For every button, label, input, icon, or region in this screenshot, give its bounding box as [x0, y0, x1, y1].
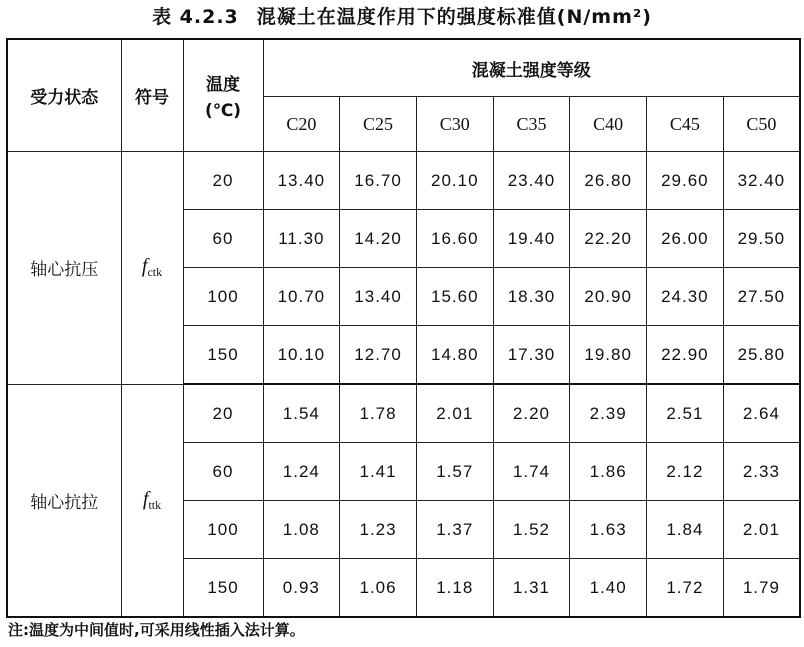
value-cell: 29.60 — [647, 152, 724, 210]
symbol-header: 符号 — [121, 39, 183, 152]
value-cell: 14.80 — [416, 326, 493, 385]
temperature-cell: 150 — [183, 326, 263, 385]
temperature-cell: 20 — [183, 152, 263, 210]
value-cell: 2.01 — [416, 384, 493, 443]
value-cell: 1.08 — [263, 501, 340, 559]
value-cell: 2.64 — [723, 384, 800, 443]
value-cell: 1.72 — [647, 559, 724, 618]
value-cell: 1.79 — [723, 559, 800, 618]
load-state-cell: 轴心抗压 — [7, 152, 121, 385]
temperature-cell: 60 — [183, 210, 263, 268]
value-cell: 16.70 — [340, 152, 417, 210]
value-cell: 1.63 — [570, 501, 647, 559]
table-caption: 混凝土在温度作用下的强度标准值(N/mm²) — [256, 6, 652, 28]
value-cell: 1.40 — [570, 559, 647, 618]
load-state-cell: 轴心抗拉 — [7, 384, 121, 617]
table-title — [0, 2, 804, 32]
value-cell: 1.31 — [493, 559, 570, 618]
table-note: 注:温度为中间值时,可采用线性插入法计算。 — [8, 621, 305, 639]
value-cell: 10.10 — [263, 326, 340, 385]
temperature-cell: 100 — [183, 501, 263, 559]
header-row — [7, 39, 800, 97]
value-cell: 23.40 — [493, 152, 570, 210]
temperature-cell: 60 — [183, 443, 263, 501]
symbol-main: f — [142, 487, 149, 510]
value-cell: 26.80 — [570, 152, 647, 210]
value-cell: 2.01 — [723, 501, 800, 559]
grade-header-c45: C45 — [647, 97, 724, 152]
value-cell: 22.20 — [570, 210, 647, 268]
value-cell: 13.40 — [340, 268, 417, 326]
value-cell: 1.74 — [493, 443, 570, 501]
temperature-header-unit: (℃) — [204, 101, 242, 121]
symbol-main: f — [141, 255, 148, 278]
value-cell: 1.18 — [416, 559, 493, 618]
value-cell: 2.20 — [493, 384, 570, 443]
grade-header-c20: C20 — [263, 97, 340, 152]
value-cell: 2.39 — [570, 384, 647, 443]
state-header: 受力状态 — [7, 39, 121, 152]
symbol-subscript: ctk — [147, 265, 163, 280]
grade-header-c40: C40 — [570, 97, 647, 152]
value-cell: 24.30 — [647, 268, 724, 326]
symbol-cell — [121, 384, 183, 617]
value-cell: 2.51 — [647, 384, 724, 443]
value-cell: 27.50 — [723, 268, 800, 326]
value-cell: 22.90 — [647, 326, 724, 385]
value-cell: 12.70 — [340, 326, 417, 385]
value-cell: 1.41 — [340, 443, 417, 501]
grade-header-c50: C50 — [723, 97, 800, 152]
value-cell: 1.54 — [263, 384, 340, 443]
value-cell: 1.84 — [647, 501, 724, 559]
value-cell: 19.40 — [493, 210, 570, 268]
table-body — [7, 152, 800, 618]
strength-table — [6, 38, 801, 618]
value-cell: 1.57 — [416, 443, 493, 501]
value-cell: 17.30 — [493, 326, 570, 385]
grade-header: 混凝土强度等级 — [263, 39, 800, 97]
value-cell: 25.80 — [723, 326, 800, 385]
temperature-header — [183, 39, 263, 152]
value-cell: 29.50 — [723, 210, 800, 268]
value-cell: 2.33 — [723, 443, 800, 501]
value-cell: 1.86 — [570, 443, 647, 501]
temperature-cell: 20 — [183, 384, 263, 443]
symbol-cell — [121, 152, 183, 385]
value-cell: 1.78 — [340, 384, 417, 443]
value-cell: 1.37 — [416, 501, 493, 559]
value-cell: 0.93 — [263, 559, 340, 618]
value-cell: 1.06 — [340, 559, 417, 618]
value-cell: 11.30 — [263, 210, 340, 268]
grade-header-c25: C25 — [340, 97, 417, 152]
value-cell: 32.40 — [723, 152, 800, 210]
grade-header-c30: C30 — [416, 97, 493, 152]
value-cell: 10.70 — [263, 268, 340, 326]
value-cell: 16.60 — [416, 210, 493, 268]
value-cell: 18.30 — [493, 268, 570, 326]
table-row — [7, 384, 800, 443]
value-cell: 20.10 — [416, 152, 493, 210]
temperature-header-label: 温度 — [206, 75, 240, 95]
value-cell: 13.40 — [263, 152, 340, 210]
value-cell: 1.24 — [263, 443, 340, 501]
table-number: 表 4.2.3 — [152, 6, 239, 28]
value-cell: 15.60 — [416, 268, 493, 326]
value-cell: 20.90 — [570, 268, 647, 326]
value-cell: 26.00 — [647, 210, 724, 268]
table-row — [7, 152, 800, 210]
value-cell: 1.23 — [340, 501, 417, 559]
value-cell: 14.20 — [340, 210, 417, 268]
temperature-cell: 100 — [183, 268, 263, 326]
grade-header-c35: C35 — [493, 97, 570, 152]
value-cell: 1.52 — [493, 501, 570, 559]
value-cell: 19.80 — [570, 326, 647, 385]
symbol-subscript: ttk — [148, 497, 162, 512]
value-cell: 2.12 — [647, 443, 724, 501]
temperature-cell: 150 — [183, 559, 263, 618]
